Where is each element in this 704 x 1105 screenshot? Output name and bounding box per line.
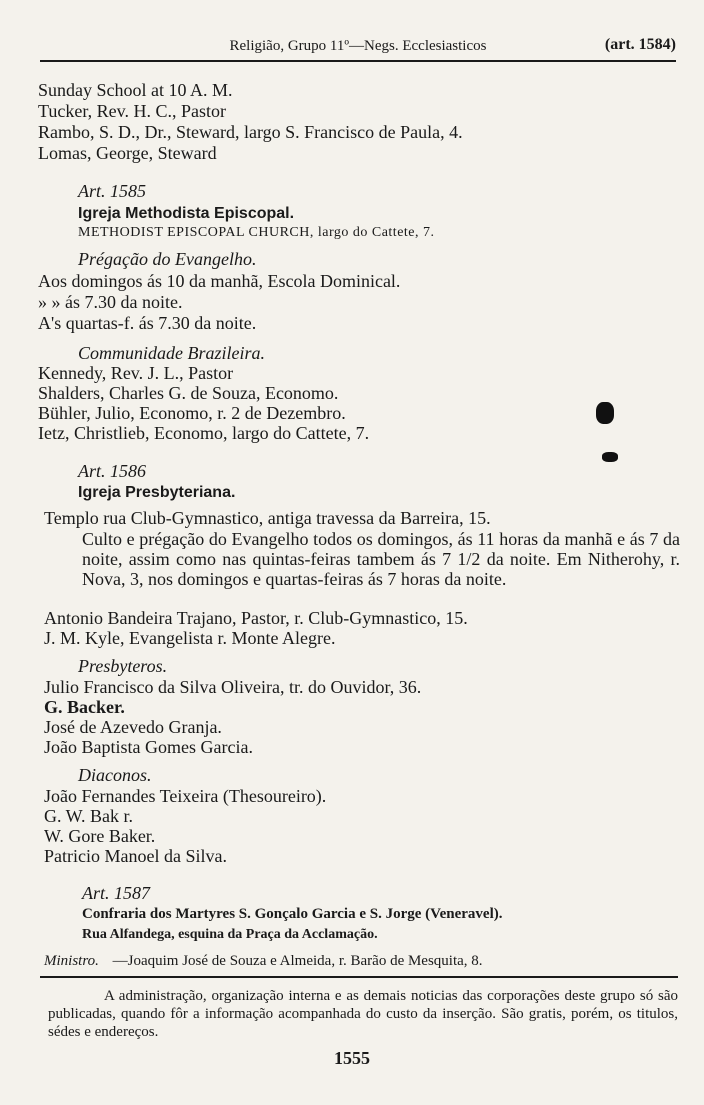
text-line: Tucker, Rev. H. C., Pastor (38, 101, 226, 121)
section-heading: Diaconos. (78, 765, 152, 785)
church-name-english: METHODIST EPISCOPAL CHURCH, largo do Cattete, 7. (78, 225, 435, 240)
page-number: 1555 (334, 1048, 370, 1068)
text-line: G. Backer. (44, 697, 125, 717)
text-line: Rambo, S. D., Dr., Steward, largo S. Francisco de Paula, 4. (38, 122, 463, 142)
page-header (40, 34, 676, 62)
section-heading: Presbyteros. (78, 656, 168, 676)
minister-label: Ministro. (44, 953, 99, 969)
text-line: J. M. Kyle, Evangelista r. Monte Alegre. (44, 628, 336, 648)
text-line: Sunday School at 10 A. M. (38, 80, 233, 100)
church-name: Igreja Presbyteriana. (78, 484, 236, 501)
text-line: João Fernandes Teixeira (Thesoureiro). (44, 786, 327, 806)
ink-blot (596, 402, 614, 424)
article-number: Art. 1586 (78, 461, 147, 481)
notice-paragraph: A administração, organização interna e as demais noticias das corporações deste grupo só são publicadas, quando fôr a informação acompanhada do custo da inserção. São gratis, porém, os titulos, sédes e endereços. (48, 988, 678, 1040)
text-paragraph: Culto e prégação do Evangelho todos os domingos, ás 11 horas da manhã e ás 7 da noite, assim como nas quintas-feiras tambem ás 7 1/2 da noite. Em Nitherohy, r. Nova, 3, nos domingos e quartas-feiras ás 7 horas da noite. (82, 529, 680, 589)
text-line: Lomas, George, Steward (38, 143, 217, 163)
text-line: Patricio Manoel da Silva. (44, 846, 227, 866)
minister-text: —Joaquim José de Souza e Almeida, r. Barão de Mesquita, 8. (112, 953, 483, 969)
address-line: Rua Alfandega, esquina da Praça da Acclamação. (82, 927, 378, 942)
text-line: Templo rua Club-Gymnastico, antiga travessa da Barreira, 15. (44, 508, 491, 528)
text-line: Shalders, Charles G. de Souza, Economo. (38, 383, 339, 403)
article-number: Art. 1587 (82, 883, 151, 903)
text-line: Ietz, Christlieb, Economo, largo do Cattete, 7. (38, 423, 370, 443)
footer-divider (40, 976, 678, 978)
text-line: W. Gore Baker. (44, 826, 156, 846)
confraria-name: Confraria dos Martyres S. Gonçalo Garcia e S. Jorge (Veneravel). (82, 906, 503, 922)
text-line: João Baptista Gomes Garcia. (44, 737, 253, 757)
text-line: Bühler, Julio, Economo, r. 2 de Dezembro. (38, 403, 346, 423)
text-line: Aos domingos ás 10 da manhã, Escola Dominical. (38, 271, 401, 291)
section-heading: Communidade Brazileira. (78, 343, 265, 363)
text-line: » » ás 7.30 da noite. (38, 292, 183, 312)
header-art-ref: (art. 1584) (604, 36, 676, 53)
minister-line (44, 951, 483, 972)
header-title: Religião, Grupo 11º—Negs. Ecclesiasticos (229, 38, 487, 54)
section-heading: Prégação do Evangelho. (78, 249, 257, 269)
ink-blot (602, 452, 618, 462)
text-line: Antonio Bandeira Trajano, Pastor, r. Club-Gymnastico, 15. (44, 608, 468, 628)
text-line: A's quartas-f. ás 7.30 da noite. (38, 313, 257, 333)
article-number: Art. 1585 (78, 181, 147, 201)
text-line: Julio Francisco da Silva Oliveira, tr. do Ouvidor, 36. (44, 677, 422, 697)
text-line: G. W. Bak r. (44, 806, 134, 826)
text-line: José de Azevedo Granja. (44, 717, 222, 737)
church-name: Igreja Methodista Episcopal. (78, 205, 295, 222)
text-line: Kennedy, Rev. J. L., Pastor (38, 363, 234, 383)
